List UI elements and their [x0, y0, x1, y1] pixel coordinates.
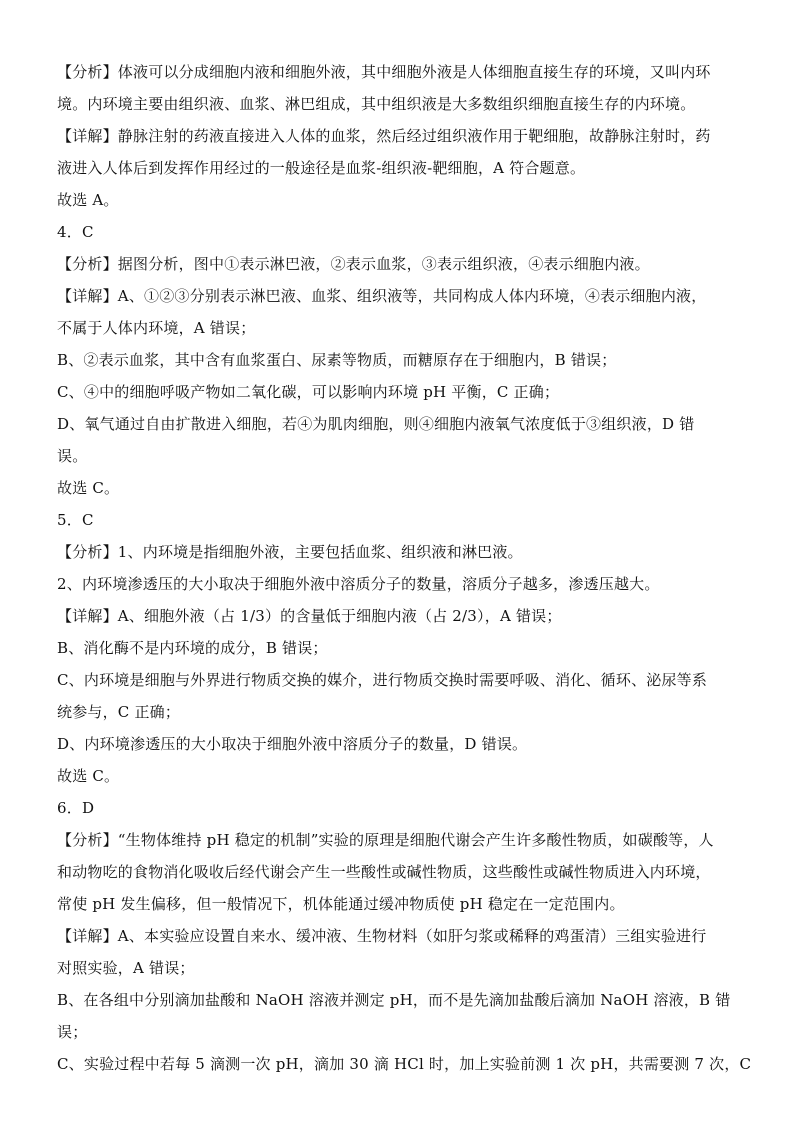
text-line: 【详解】A、①②③分别表示淋巴液、血浆、组织液等，共同构成人体内环境，④表示细胞内液， — [57, 287, 707, 305]
text-line: B、消化酶不是内环境的成分，B 错误； — [57, 639, 328, 657]
text-line: D、氧气通过自由扩散进入细胞，若④为肌肉细胞，则④细胞内液氧气浓度低于③组织液，D 错 — [57, 415, 695, 433]
question-answer: 5．C — [57, 511, 94, 529]
text-line: D、内环境渗透压的大小取决于细胞外液中溶质分子的数量，D 错误。 — [57, 735, 528, 753]
text-line: 和动物吃的食物消化吸收后经代谢会产生一些酸性或碱性物质，这些酸性或碱性物质进入内环境， — [57, 863, 711, 881]
text-line: 【分析】据图分析，图中①表示淋巴液，②表示血浆，③表示组织液，④表示细胞内液。 — [57, 255, 650, 273]
text-line: C、④中的细胞呼吸产物如二氧化碳，可以影响内环境 pH 平衡，C 正确； — [57, 383, 560, 401]
text-line: 【详解】静脉注射的药液直接进入人体的血浆，然后经过组织液作用于靶细胞，故静脉注射时，药 — [57, 127, 711, 145]
text-line: 【分析】体液可以分成细胞内液和细胞外液，其中细胞外液是人体细胞直接生存的环境，又叫内环 — [57, 63, 711, 81]
question-answer: 6．D — [57, 799, 95, 817]
text-line: 【详解】A、本实验应设置自来水、缓冲液、生物材料（如肝匀浆或稀释的鸡蛋清）三组实验进行 — [57, 927, 707, 945]
text-line: B、②表示血浆，其中含有血浆蛋白、尿素等物质，而糖原存在于细胞内，B 错误； — [57, 351, 617, 369]
text-line: 境。内环境主要由组织液、血浆、淋巴组成，其中组织液是大多数组织细胞直接生存的内环境。 — [57, 95, 696, 113]
question-answer: 4．C — [57, 223, 94, 241]
text-line: C、实验过程中若每 5 滴测一次 pH，滴加 30 滴 HCl 时，加上实验前测 1 次 pH，共需要测 7 次，C — [57, 1055, 752, 1073]
text-line: 统参与，C 正确； — [57, 703, 181, 721]
text-line: 故选 A。 — [57, 191, 119, 209]
text-line: 不属于人体内环境，A 错误； — [57, 319, 256, 337]
text-line: 【分析】1、内环境是指细胞外液，主要包括血浆、组织液和淋巴液。 — [57, 543, 523, 561]
text-line: B、在各组中分别滴加盐酸和 NaOH 溶液并测定 pH，而不是先滴加盐酸后滴加 NaOH 溶液，B 错 — [57, 991, 731, 1009]
text-line: 误。 — [57, 447, 88, 465]
text-line: 【分析】“生物体维持 pH 稳定的机制”实验的原理是细胞代谢会产生许多酸性物质，如碳酸等，人 — [57, 831, 714, 849]
text-line: C、内环境是细胞与外界进行物质交换的媒介，进行物质交换时需要呼吸、消化、循环、泌尿等系 — [57, 671, 708, 689]
text-line: 常使 pH 发生偏移，但一般情况下，机体能通过缓冲物质使 pH 稳定在一定范围内。 — [57, 895, 625, 913]
text-line: 故选 C。 — [57, 767, 120, 785]
text-line: 故选 C。 — [57, 479, 120, 497]
text-line: 对照实验，A 错误； — [57, 959, 195, 977]
text-line: 【详解】A、细胞外液（占 1/3）的含量低于细胞内液（占 2/3），A 错误； — [57, 607, 562, 625]
text-line: 液进入人体后到发挥作用经过的一般途径是血浆-组织液-靶细胞，A 符合题意。 — [57, 159, 586, 177]
text-line: 误； — [57, 1023, 88, 1041]
text-line: 2、内环境渗透压的大小取决于细胞外液中溶质分子的数量，溶质分子越多，渗透压越大。 — [57, 575, 660, 593]
